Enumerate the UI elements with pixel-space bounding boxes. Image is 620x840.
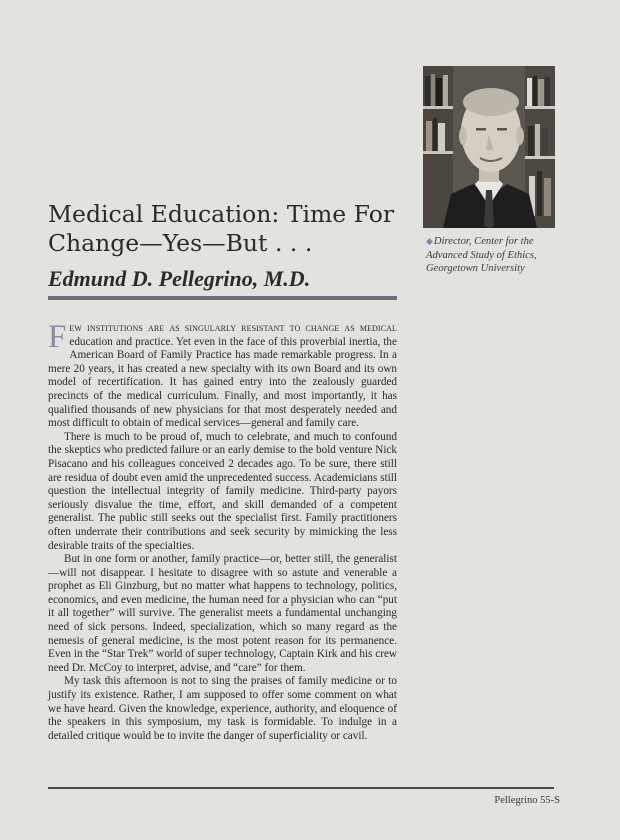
paragraph-1-text: education and practice. Yet even in the face of this proverbial inertia, the American Board of Family Practice has made remarkable progress. In a mere 20 years, it has created a new specialty with its own Board and its own model of recertification. It has gained entry into the zealously guarded precincts of the medical curriculum. Finally, and most importantly, it has qualified thousands of new physicians for that most desperately needed and most difficult to obtain of medical services—general and family care.	[48, 335, 397, 430]
drop-cap: F	[48, 319, 67, 355]
caption-line-1: Director, Center for the	[433, 236, 534, 247]
article-title-line-2: Change—Yes—But . . .	[48, 229, 313, 257]
caption-line-3: Georgetown University	[426, 263, 525, 274]
article-body	[48, 319, 397, 743]
footer-rule	[48, 787, 554, 789]
author-portrait-photo	[423, 66, 555, 228]
lead-in-small-caps: ew institutions are as singularly resistant to change as medical	[69, 322, 397, 334]
paragraph-1	[48, 319, 397, 431]
page-number-footer: Pellegrino 55-S	[494, 795, 560, 806]
article-title	[48, 200, 408, 258]
article-author: Edmund D. Pellegrino, M.D.	[48, 266, 311, 291]
article-title-line-1: Medical Education: Time For	[48, 200, 395, 228]
paragraph-4: My task this afternoon is not to sing the praises of family medicine or to justify its existence. Rather, I am supposed to offer some comment on what we have heard. Given the knowledge, experience, authority, and eloquence of the speakers in this symposium, my task is formidable. To indulge in a detailed critique would be to invite the danger of superficiality or cavil.	[48, 675, 397, 742]
title-divider-rule	[48, 296, 397, 300]
author-affiliation-caption	[426, 235, 561, 276]
caption-line-2: Advanced Study of Ethics,	[426, 249, 537, 261]
diamond-icon: ◆	[426, 236, 433, 246]
paragraph-2: There is much to be proud of, much to celebrate, and much to confound the skeptics who predicted failure or an early demise to the bold venture Nick Pisacano and his colleagues conceived 2 decades ago. To be sure, there still are residua of doubt even amid the unprecedented success. Academicians still question the intellectual integrity of family medicine. Third-party payors seriously disvalue the time, effort, and skill demanded of a competent generalist. The public still seeks out the specialist first. Family practitioners often underrate their contributions and seek security by mimicking the less desirable traits of the specialties.	[48, 430, 397, 552]
paragraph-3: But in one form or another, family practice—or, better still, the generalist—will not disappear. I hesitate to disagree with so astute and venerable a prophet as Eli Ginzburg, but no matter what happens to technology, politics, economics, and even medicine, the human need for a physician who can “put it all together” will survive. The generalist meets a fundamental unchanging need of sick persons. Indeed, specialization, which so many regard as the nemesis of general medicine, is the most potent reason for its permanence. Even in the “Star Trek” world of super technology, Captain Kirk and his crew need Dr. McCoy to interpret, advise, and “care” for them.	[48, 553, 397, 674]
